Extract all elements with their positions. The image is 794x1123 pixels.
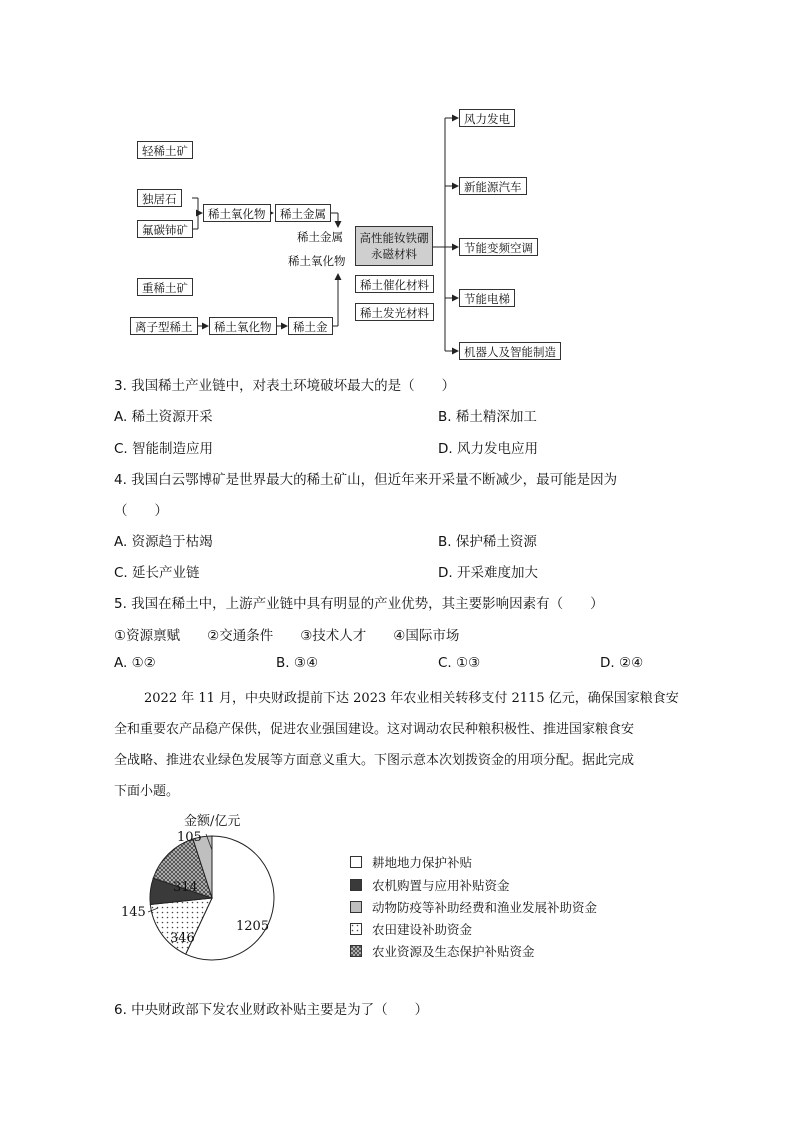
source-monazite: 独居石 xyxy=(137,189,182,207)
intermediate-oxide-bottom: 稀土氧化物 xyxy=(209,317,277,335)
question-5-option-d: D. ②④ xyxy=(600,655,644,671)
pie-value-label-346: 346 xyxy=(170,931,195,946)
question-3-option-d: D. 风力发电应用 xyxy=(438,441,538,457)
pie-value-label-105: 105 xyxy=(177,830,202,845)
legend-swatch-crosshatch xyxy=(350,945,362,957)
question-3-stem: 3. 我国稀土产业链中，对表土环境破坏最大的是（ ） xyxy=(114,378,456,394)
question-3-option-c: C. 智能制造应用 xyxy=(114,441,214,457)
legend-label: 动物防疫等补助经费和渔业发展补助资金 xyxy=(372,900,598,915)
legend-item-farmland-construction xyxy=(350,920,472,938)
source-light-rare-earth-ore: 轻稀土矿 xyxy=(137,141,193,159)
material-line-4: 下面小题。 xyxy=(114,784,180,799)
source-heavy-rare-earth-ore: 重稀土矿 xyxy=(137,278,193,296)
material-line-1: 2022 年 11 月，中央财政提前下达 2023 年农业相关转移支付 2115 亿元，确保国家粮食安 xyxy=(144,691,679,706)
pie-slices xyxy=(150,836,274,960)
chart-title: 金额/亿元 xyxy=(184,814,241,829)
legend-label: 农业资源及生态保护补贴资金 xyxy=(372,944,535,959)
application-robotics: 机器人及智能制造 xyxy=(459,342,561,360)
question-4-option-c: C. 延长产业链 xyxy=(114,565,200,581)
legend-item-machinery-subsidy xyxy=(350,876,510,894)
question-3-option-b: B. 稀土精深加工 xyxy=(438,409,537,425)
legend-item-farmland-protection xyxy=(350,853,472,871)
source-ionic-rare-earth: 离子型稀土 xyxy=(130,317,198,335)
side-product-luminescent: 稀土发光材料 xyxy=(355,303,434,321)
pie-value-label-1205: 1205 xyxy=(236,919,270,934)
application-elevator: 节能电梯 xyxy=(459,289,515,307)
legend-label: 耕地地力保护补贴 xyxy=(372,855,473,870)
legend-swatch-gray xyxy=(350,901,362,913)
merge-label-oxide: 稀土氧化物 xyxy=(288,254,346,268)
question-5-option-a: A. ①② xyxy=(114,655,156,671)
intermediate-alloy-bottom: 稀土金 xyxy=(288,317,333,335)
legend-swatch-dots xyxy=(350,923,362,935)
question-4-stem: 4. 我国白云鄂博矿是世界最大的稀土矿山，但近年来开采量不断减少，最可能是因为 xyxy=(114,472,618,488)
question-4-option-d: D. 开采难度加大 xyxy=(438,565,538,581)
question-4-option-b: B. 保护稀土资源 xyxy=(438,534,537,550)
material-line-2: 全和重要农产品稳产保供，促进农业强国建设。这对调动农民种粮积极性、推进国家粮食安 xyxy=(114,722,635,737)
center-line-2: 永磁材料 xyxy=(371,247,417,261)
question-4-option-a: A. 资源趋于枯竭 xyxy=(114,534,213,550)
center-ndfeb-magnet-box xyxy=(355,226,433,266)
legend-swatch-dark xyxy=(350,879,362,891)
question-5-stem: 5. 我国在稀土中，上游产业链中具有明显的产业优势，其主要影响因素有（ ） xyxy=(114,596,604,612)
side-product-catalyst: 稀土催化材料 xyxy=(355,275,434,293)
intermediate-metal-top: 稀土金属 xyxy=(275,204,331,222)
legend-item-ecology-protection xyxy=(350,942,535,960)
legend-swatch-white xyxy=(350,856,362,868)
application-new-energy-vehicle: 新能源汽车 xyxy=(459,177,527,195)
question-4-stem-continuation: （ ） xyxy=(114,503,168,519)
question-5-option-c: C. ①③ xyxy=(438,655,481,671)
center-line-1: 高性能钕铁硼 xyxy=(359,231,429,245)
legend-item-animal-fishery xyxy=(350,898,597,916)
question-5-option-b: B. ③④ xyxy=(276,655,319,671)
application-wind-power: 风力发电 xyxy=(459,109,515,127)
material-line-3: 全战略、推进农业绿色发展等方面意义重大。下图示意本次划拨资金的用项分配。据此完成 xyxy=(114,753,635,768)
legend-label: 农机购置与应用补贴资金 xyxy=(372,878,510,893)
intermediate-oxide-top: 稀土氧化物 xyxy=(203,204,271,222)
merge-label-metal: 稀土金属 xyxy=(297,230,343,244)
question-6-stem: 6. 中央财政部下发农业财政补贴主要是为了（ ） xyxy=(114,1002,429,1018)
legend-label: 农田建设补助资金 xyxy=(372,922,473,937)
pie-value-label-145: 145 xyxy=(121,905,146,920)
application-inverter-ac: 节能变频空调 xyxy=(459,238,538,256)
question-5-factors: ①资源禀赋 ②交通条件 ③技术人才 ④国际市场 xyxy=(114,628,460,644)
question-3-option-a: A. 稀土资源开采 xyxy=(114,409,213,425)
source-bastnaesite: 氟碳铈矿 xyxy=(137,220,193,238)
pie-value-label-314: 314 xyxy=(173,880,198,895)
